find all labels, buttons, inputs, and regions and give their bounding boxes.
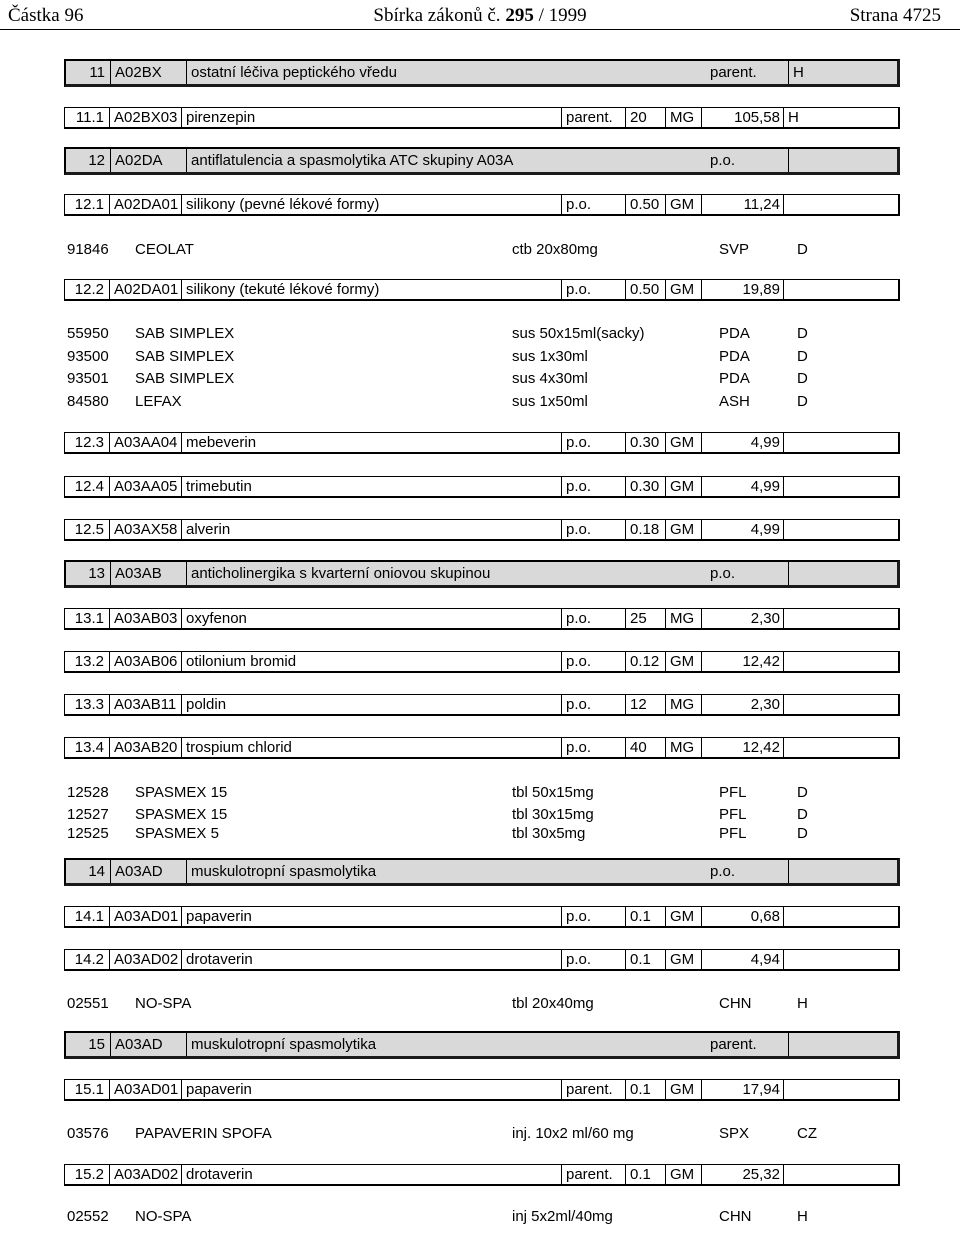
substance-name-cell: silikony (pevné lékové formy) [181, 195, 561, 214]
product-name: SPASMEX 15 [135, 806, 228, 823]
product-maker: PFL [719, 806, 747, 823]
product-code: 02552 [67, 1208, 109, 1225]
substance-route-cell: p.o. [561, 433, 625, 452]
product-pack: tbl 30x15mg [512, 806, 594, 823]
substance-route-cell: p.o. [561, 609, 625, 628]
product-code: 12527 [67, 806, 109, 823]
substance-num-cell: 12.1 [74, 196, 104, 213]
substance-name-cell: pirenzepin [181, 108, 561, 127]
product-code: 93500 [67, 348, 109, 365]
substance-flag-cell [783, 1080, 895, 1099]
product-pack: sus 1x30ml [512, 348, 588, 365]
product-name: LEFAX [135, 393, 182, 410]
substance-row [64, 279, 900, 301]
substance-price-cell: 25,32 [701, 1165, 783, 1184]
group-num-cell: 15 [88, 1036, 105, 1053]
group-name-cell: muskulotropní spasmolytika [186, 860, 706, 883]
substance-unit-cell: MG [665, 108, 701, 127]
substance-price-cell: 12,42 [701, 652, 783, 671]
substance-unit-cell: GM [665, 195, 701, 214]
group-num-cell: 11 [89, 64, 105, 81]
group-row [64, 59, 900, 87]
product-name: PAPAVERIN SPOFA [135, 1125, 272, 1142]
substance-unit-cell: MG [665, 695, 701, 714]
substance-route-cell: p.o. [561, 695, 625, 714]
group-route-cell: p.o. [710, 863, 736, 880]
product-pack: sus 4x30ml [512, 370, 588, 387]
substance-dose-cell: 0.12 [625, 652, 665, 671]
group-route-cell: p.o. [710, 565, 736, 582]
substance-name-cell: silikony (tekuté lékové formy) [181, 280, 561, 299]
substance-name-cell: mebeverin [181, 433, 561, 452]
substance-price-cell: 12,42 [701, 738, 783, 757]
substance-flag-cell [783, 195, 895, 214]
substance-price-cell: 17,94 [701, 1080, 783, 1099]
substance-route-cell: p.o. [561, 195, 625, 214]
substance-atc-cell: A03AA05 [109, 477, 181, 496]
group-row [64, 560, 900, 588]
product-status: D [797, 241, 808, 258]
product-code: 12528 [67, 784, 109, 801]
substance-unit-cell: GM [665, 950, 701, 969]
group-num-cell: 12 [88, 152, 105, 169]
product-pack: tbl 20x40mg [512, 995, 594, 1012]
substance-dose-cell: 0.1 [625, 907, 665, 926]
substance-row [64, 432, 900, 454]
substance-route-cell: parent. [561, 1080, 625, 1099]
substance-dose-cell: 0.1 [625, 1165, 665, 1184]
substance-name-cell: drotaverin [181, 950, 561, 969]
product-code: 93501 [67, 370, 109, 387]
substance-atc-cell: A02DA01 [109, 280, 181, 299]
substance-dose-cell: 0.50 [625, 280, 665, 299]
substance-atc-cell: A03AX58 [109, 520, 181, 539]
substance-num-cell: 13.2 [74, 653, 104, 670]
product-maker: CHN [719, 995, 752, 1012]
header-rule [0, 29, 960, 30]
substance-price-cell: 2,30 [701, 609, 783, 628]
substance-row [64, 906, 900, 928]
group-route-cell: p.o. [710, 152, 736, 169]
substance-dose-cell: 0.30 [625, 477, 665, 496]
substance-row [64, 107, 900, 129]
group-name-cell: muskulotropní spasmolytika [186, 1033, 706, 1056]
product-status: D [797, 806, 808, 823]
substance-flag-cell [783, 477, 895, 496]
substance-route-cell: p.o. [561, 652, 625, 671]
group-flag-cell [788, 1033, 896, 1056]
substance-atc-cell: A03AB03 [109, 609, 181, 628]
product-pack: sus 1x50ml [512, 393, 588, 410]
product-name: CEOLAT [135, 241, 194, 258]
group-atc-cell: A02DA [110, 149, 186, 172]
product-code: 84580 [67, 393, 109, 410]
product-name: SPASMEX 15 [135, 784, 228, 801]
substance-atc-cell: A02DA01 [109, 195, 181, 214]
product-status: CZ [797, 1125, 817, 1142]
product-maker: SVP [719, 241, 750, 258]
product-pack: tbl 50x15mg [512, 784, 594, 801]
substance-dose-cell: 12 [625, 695, 665, 714]
substance-price-cell: 19,89 [701, 280, 783, 299]
substance-num-cell: 12.4 [74, 478, 104, 495]
substance-row [64, 476, 900, 498]
product-name: SAB SIMPLEX [135, 370, 235, 387]
product-name: NO-SPA [135, 995, 192, 1012]
substance-name-cell: drotaverin [181, 1165, 561, 1184]
substance-name-cell: trimebutin [181, 477, 561, 496]
substance-route-cell: p.o. [561, 520, 625, 539]
substance-dose-cell: 0.1 [625, 1080, 665, 1099]
substance-price-cell: 11,24 [701, 195, 783, 214]
product-pack: inj 5x2ml/40mg [512, 1208, 613, 1225]
collection-title [0, 5, 960, 27]
substance-flag-cell [783, 433, 895, 452]
product-maker: PDA [719, 370, 750, 387]
product-code: 12525 [67, 825, 109, 842]
page-number: Strana 4725 [849, 5, 941, 26]
substance-flag-cell [783, 950, 895, 969]
substance-flag-cell [783, 520, 895, 539]
substance-name-cell: trospium chlorid [181, 738, 561, 757]
substance-dose-cell: 0.50 [625, 195, 665, 214]
substance-dose-cell: 25 [625, 609, 665, 628]
group-num-cell: 13 [88, 565, 105, 582]
product-status: H [797, 1208, 808, 1225]
substance-atc-cell: A03AB20 [109, 738, 181, 757]
product-code: 02551 [67, 995, 109, 1012]
substance-atc-cell: A02BX03 [109, 108, 181, 127]
substance-route-cell: parent. [561, 1165, 625, 1184]
product-pack: ctb 20x80mg [512, 241, 598, 258]
law-number: 295 [505, 5, 534, 26]
substance-atc-cell: A03AB06 [109, 652, 181, 671]
issue-number: Částka 96 [8, 5, 84, 26]
product-code: 91846 [67, 241, 109, 258]
substance-name-cell: oxyfenon [181, 609, 561, 628]
substance-unit-cell: GM [665, 477, 701, 496]
page-header [0, 0, 960, 30]
product-status: D [797, 784, 808, 801]
substance-atc-cell: A03AD01 [109, 907, 181, 926]
substance-price-cell: 4,94 [701, 950, 783, 969]
substance-row [64, 949, 900, 971]
substance-flag-cell [783, 738, 895, 757]
group-name-cell: ostatní léčiva peptického vředu [186, 61, 706, 84]
substance-price-cell: 2,30 [701, 695, 783, 714]
product-maker: ASH [719, 393, 750, 410]
substance-flag-cell [783, 280, 895, 299]
substance-dose-cell: 0.18 [625, 520, 665, 539]
group-num-cell: 14 [88, 863, 105, 880]
substance-route-cell: parent. [561, 108, 625, 127]
substance-dose-cell: 20 [625, 108, 665, 127]
substance-unit-cell: MG [665, 738, 701, 757]
product-status: D [797, 348, 808, 365]
substance-price-cell: 4,99 [701, 520, 783, 539]
group-atc-cell: A03AD [110, 860, 186, 883]
group-name-cell: anticholinergika s kvarterní oniovou skupinou [186, 562, 706, 585]
substance-num-cell: 15.2 [74, 1166, 104, 1183]
substance-unit-cell: GM [665, 652, 701, 671]
substance-row [64, 737, 900, 759]
product-code: 03576 [67, 1125, 109, 1142]
substance-price-cell: 4,99 [701, 433, 783, 452]
group-row [64, 1031, 900, 1059]
substance-row [64, 194, 900, 216]
product-name: NO-SPA [135, 1208, 192, 1225]
substance-row [64, 608, 900, 630]
substance-row [64, 651, 900, 673]
product-maker: PDA [719, 348, 750, 365]
product-status: D [797, 825, 808, 842]
substance-route-cell: p.o. [561, 477, 625, 496]
substance-name-cell: papaverin [181, 1080, 561, 1099]
substance-unit-cell: GM [665, 520, 701, 539]
substance-num-cell: 12.2 [74, 281, 104, 298]
substance-num-cell: 15.1 [74, 1081, 104, 1098]
group-flag-cell [788, 562, 896, 585]
substance-unit-cell: GM [665, 280, 701, 299]
product-pack: tbl 30x5mg [512, 825, 586, 842]
substance-atc-cell: A03AA04 [109, 433, 181, 452]
product-pack: sus 50x15ml(sacky) [512, 325, 645, 342]
collection-title-prefix: Sbírka zákonů č. [373, 5, 506, 26]
substance-atc-cell: A03AB11 [109, 695, 181, 714]
substance-num-cell: 13.4 [74, 739, 104, 756]
product-maker: PFL [719, 825, 747, 842]
product-name: SPASMEX 5 [135, 825, 219, 842]
product-maker: CHN [719, 1208, 752, 1225]
group-route-cell: parent. [710, 1036, 757, 1053]
product-name: SAB SIMPLEX [135, 325, 235, 342]
substance-row [64, 1079, 900, 1101]
substance-dose-cell: 40 [625, 738, 665, 757]
group-atc-cell: A03AD [110, 1033, 186, 1056]
product-code: 55950 [67, 325, 109, 342]
substance-atc-cell: A03AD01 [109, 1080, 181, 1099]
substance-row [64, 519, 900, 541]
substance-route-cell: p.o. [561, 280, 625, 299]
substance-price-cell: 4,99 [701, 477, 783, 496]
substance-price-cell: 105,58 [701, 108, 783, 127]
group-flag-cell: H [788, 61, 896, 84]
substance-flag-cell [783, 907, 895, 926]
substance-num-cell: 12.5 [74, 521, 104, 538]
product-maker: SPX [719, 1125, 750, 1142]
group-route-cell: parent. [710, 64, 757, 81]
substance-flag-cell [783, 695, 895, 714]
product-status: H [797, 995, 808, 1012]
product-status: D [797, 325, 808, 342]
group-name-cell: antiflatulencia a spasmolytika ATC skupiny A03A [186, 149, 706, 172]
substance-unit-cell: GM [665, 1080, 701, 1099]
product-status: D [797, 393, 808, 410]
substance-flag-cell [783, 609, 895, 628]
substance-unit-cell: GM [665, 907, 701, 926]
substance-num-cell: 13.1 [74, 610, 104, 627]
substance-row [64, 1164, 900, 1186]
substance-dose-cell: 0.30 [625, 433, 665, 452]
group-row [64, 858, 900, 886]
substance-dose-cell: 0.1 [625, 950, 665, 969]
substance-unit-cell: GM [665, 1165, 701, 1184]
substance-flag-cell [783, 1165, 895, 1184]
group-atc-cell: A02BX [110, 61, 186, 84]
substance-route-cell: p.o. [561, 738, 625, 757]
substance-route-cell: p.o. [561, 907, 625, 926]
substance-name-cell: papaverin [181, 907, 561, 926]
substance-num-cell: 13.3 [74, 696, 104, 713]
substance-row [64, 694, 900, 716]
substance-unit-cell: MG [665, 609, 701, 628]
group-flag-cell [788, 149, 896, 172]
substance-atc-cell: A03AD02 [109, 950, 181, 969]
substance-name-cell: otilonium bromid [181, 652, 561, 671]
substance-name-cell: poldin [181, 695, 561, 714]
group-atc-cell: A03AB [110, 562, 186, 585]
substance-unit-cell: GM [665, 433, 701, 452]
product-maker: PDA [719, 325, 750, 342]
substance-name-cell: alverin [181, 520, 561, 539]
group-row [64, 147, 900, 175]
product-maker: PFL [719, 784, 747, 801]
substance-route-cell: p.o. [561, 950, 625, 969]
substance-num-cell: 12.3 [74, 434, 104, 451]
substance-flag-cell: H [783, 108, 895, 127]
product-status: D [797, 370, 808, 387]
group-flag-cell [788, 860, 896, 883]
substance-num-cell: 14.2 [74, 951, 104, 968]
collection-year: / 1999 [533, 5, 587, 26]
substance-price-cell: 0,68 [701, 907, 783, 926]
substance-atc-cell: A03AD02 [109, 1165, 181, 1184]
product-name: SAB SIMPLEX [135, 348, 235, 365]
substance-num-cell: 11.1 [75, 109, 104, 126]
substance-num-cell: 14.1 [74, 908, 104, 925]
substance-flag-cell [783, 652, 895, 671]
product-pack: inj. 10x2 ml/60 mg [512, 1125, 634, 1142]
